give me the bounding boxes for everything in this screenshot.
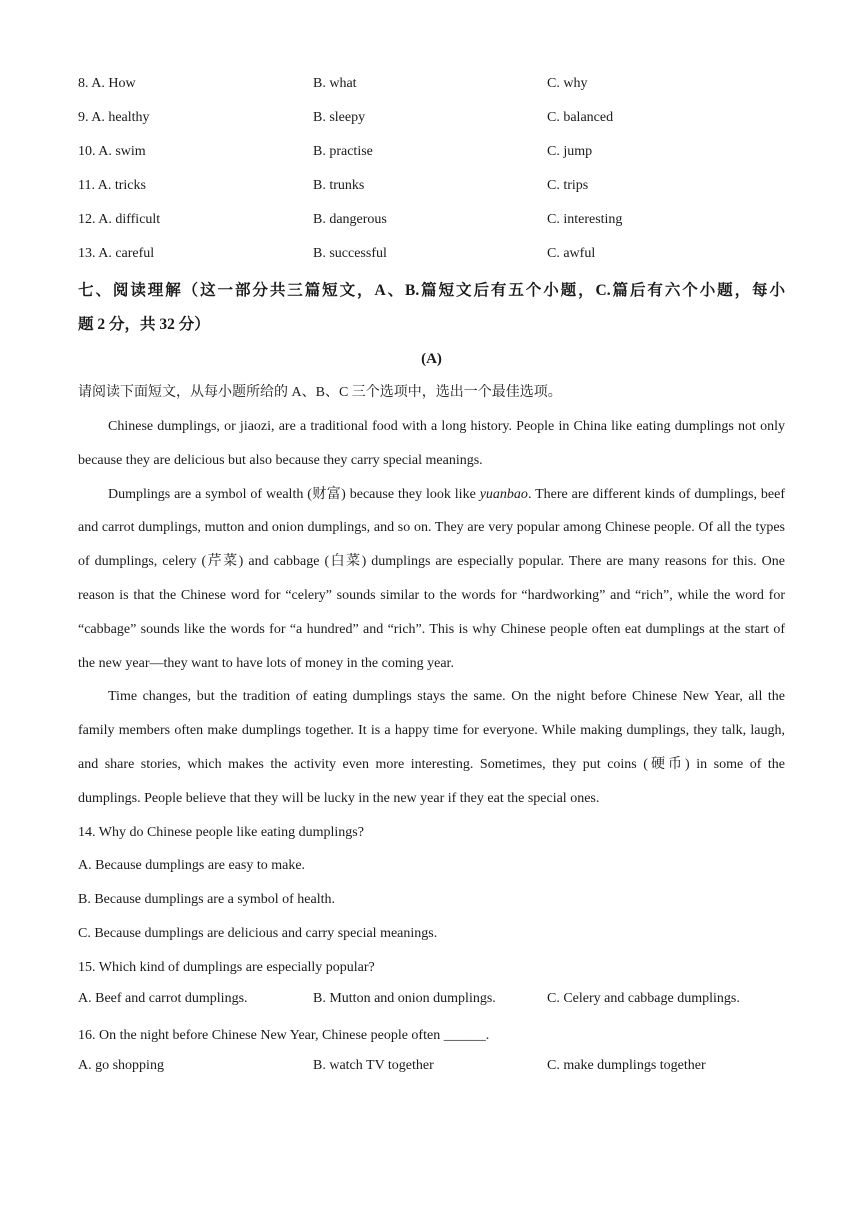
option-c: C. awful xyxy=(547,246,596,261)
paragraph-text-start: Dumplings are a symbol of wealth (财富) because they look like xyxy=(108,486,480,502)
option-row-8 xyxy=(78,70,785,104)
question-14-option-c: C. Because dumplings are delicious and carry special meanings. xyxy=(78,925,438,941)
italic-term: yuanbao xyxy=(479,486,528,502)
question-15-options xyxy=(78,985,785,1019)
question-16-option-b: B. watch TV together xyxy=(313,1058,434,1074)
option-a: 13. A. careful xyxy=(78,246,155,261)
option-a: 10. A. swim xyxy=(78,144,146,159)
option-row-12 xyxy=(78,206,785,240)
question-16-options xyxy=(78,1052,785,1086)
option-row-11 xyxy=(78,172,785,206)
paragraph-text: Time changes, but the tradition of eating dumplings stays the same. On the night before Chinese New Year, all the family members often make dumplings together. It is a happy time for everyone. While making dumplings, they talk, laugh, and share stories, which makes the activity even more interesting. Sometimes, they put coins (硬币) in some of the dumplings. People believe that they will be lucky in the new year if they eat the special ones. xyxy=(78,689,785,806)
question-14-stem: 14. Why do Chinese people like eating dumplings? xyxy=(78,824,364,840)
option-row-9 xyxy=(78,104,785,138)
question-16-stem: 16. On the night before Chinese New Year, Chinese people often ______. xyxy=(78,1027,490,1043)
question-16-option-c: C. make dumplings together xyxy=(547,1058,706,1074)
option-b: B. sleepy xyxy=(313,110,366,125)
question-14-option-b: B. Because dumplings are a symbol of health. xyxy=(78,892,335,908)
option-b: B. dangerous xyxy=(313,212,387,227)
option-row-13 xyxy=(78,240,785,274)
paragraph-text: Chinese dumplings, or jiaozi, are a traditional food with a long history. People in China like eating dumplings not only because they are delicious but also because they carry special meanings. xyxy=(78,419,785,468)
section-heading-line2: 题 2 分，共 32 分） xyxy=(78,316,210,333)
option-a: 8. A. How xyxy=(78,76,136,91)
passage-paragraph-2 xyxy=(78,478,785,681)
option-a: 11. A. tricks xyxy=(78,178,146,193)
cloze-options xyxy=(78,70,785,274)
option-b: B. trunks xyxy=(313,178,365,193)
question-16-option-a: A. go shopping xyxy=(78,1058,164,1074)
question-15-option-b: B. Mutton and onion dumplings. xyxy=(313,990,496,1006)
question-15-option-a: A. Beef and carrot dumplings. xyxy=(78,990,248,1006)
option-b: B. what xyxy=(313,76,357,91)
passage-paragraph-1 xyxy=(78,410,785,478)
question-15-stem: 15. Which kind of dumplings are especially popular? xyxy=(78,959,375,975)
option-c: C. interesting xyxy=(547,212,623,227)
option-a: 9. A. healthy xyxy=(78,110,150,125)
question-15-option-c: C. Celery and cabbage dumplings. xyxy=(547,990,740,1006)
passage-title: (A) xyxy=(421,351,442,367)
passage-paragraph-3 xyxy=(78,680,785,815)
option-a: 12. A. difficult xyxy=(78,212,161,227)
option-c: C. jump xyxy=(547,144,593,159)
option-b: B. successful xyxy=(313,246,387,261)
question-14-option-a: A. Because dumplings are easy to make. xyxy=(78,858,306,874)
option-row-10 xyxy=(78,138,785,172)
option-b: B. practise xyxy=(313,144,373,159)
option-c: C. balanced xyxy=(547,110,614,125)
option-c: C. why xyxy=(547,76,588,91)
exam-page xyxy=(78,70,785,1086)
section-heading-line1: 七、阅读理解（这一部分共三篇短文，A、B.篇短文后有五个小题，C.篇后有六个小题，每小 xyxy=(78,282,785,299)
paragraph-text-end: . There are different kinds of dumplings, beef and carrot dumplings, mutton and onion dumplings, and so on. They are very popular among Chinese people. Of all the types of dumplings, celery (芹菜) and cabbage (白菜) dumplings are especially popular. There are many reasons for this. One reason is that the Chinese word for “celery” sounds similar to the words for “hardworking” and “rich”, while the word for “cabbage” sounds like the words for “a hundred” and “rich”. This is why Chinese people often eat dumplings at the start of the new year—they want to have lots of money in the coming year. xyxy=(78,486,785,671)
option-c: C. trips xyxy=(547,178,589,193)
passage-instruction: 请阅读下面短文，从每小题所给的 A、B、C 三个选项中，选出一个最佳选项。 xyxy=(78,385,562,400)
